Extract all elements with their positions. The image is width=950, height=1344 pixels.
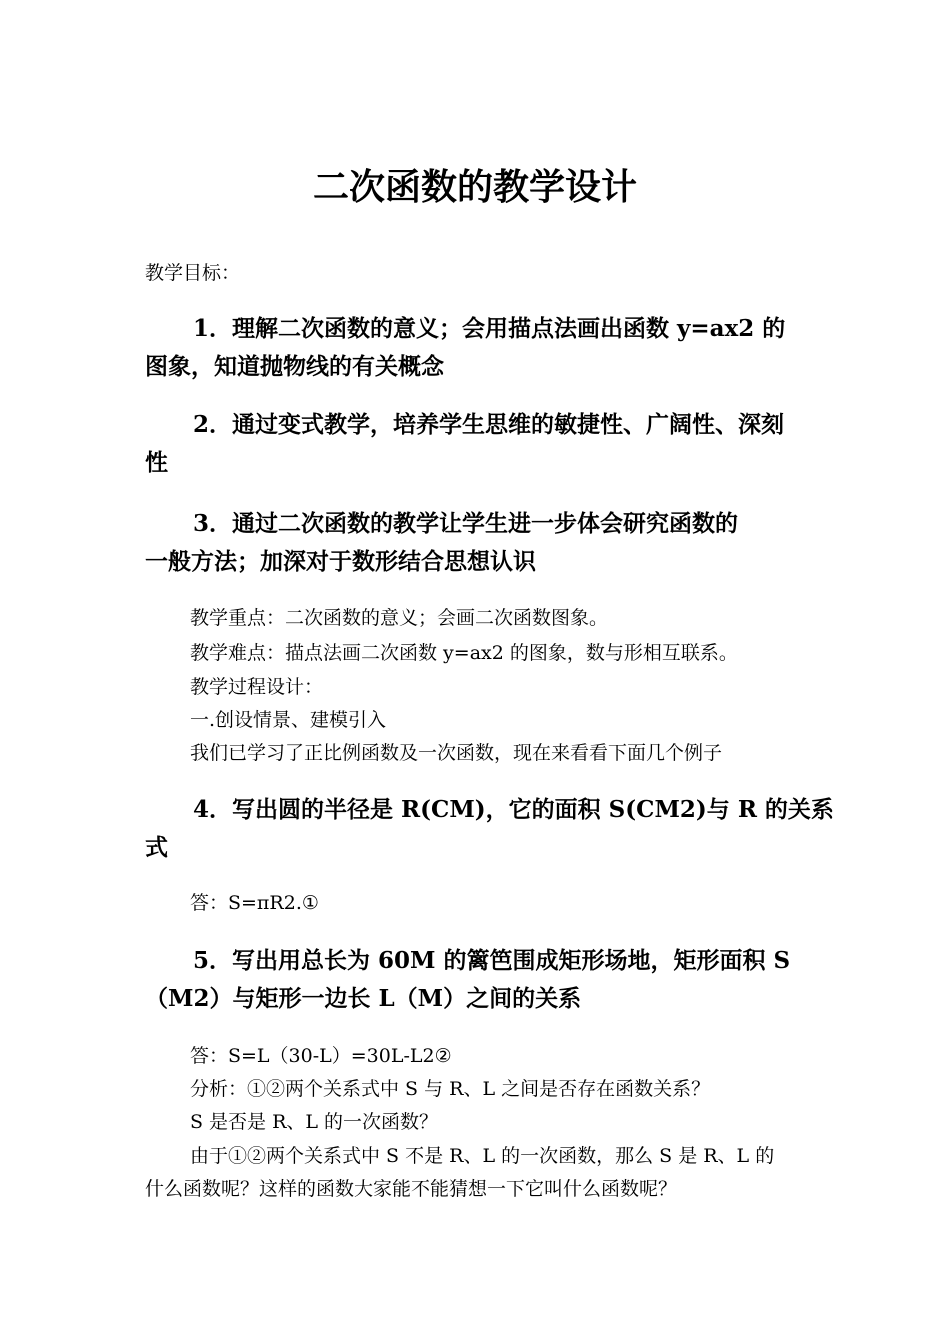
analysis-text: 分析：①②两个关系式中 S 与 R、L 之间是否存在函数关系？ [190,1078,711,1100]
question-4-line2: 式 [145,834,168,861]
process-label: 教学过程设计： [190,676,324,698]
question-4-line1: 4．写出圆的半径是 R(CM)，它的面积 S(CM2)与 R 的关系 [193,796,834,823]
objectives-label: 教学目标： [145,262,241,284]
objective-3-line1: 3．通过二次函数的教学让学生进一步体会研究函数的 [193,510,739,537]
objective-3-line2: 一般方法；加深对于数形结合思想认识 [145,548,536,575]
section-1-heading: 一.创设情景、建模引入 [190,709,387,731]
key-point: 教学重点：二次函数的意义；会画二次函数图象。 [190,607,609,629]
question-5-line2: （M2）与矩形一边长 L（M）之间的关系 [145,985,582,1012]
objective-2-line1: 2．通过变式教学，培养学生思维的敏捷性、广阔性、深刻 [193,411,785,438]
answer-5: 答：S=L（30-L）=30L-L2② [190,1045,452,1067]
answer-4: 答：S=πR2.① [190,892,319,914]
question-5-line1: 5．写出用总长为 60M 的篱笆围成矩形场地，矩形面积 S [193,947,791,974]
analysis-question: S 是否是 R、L 的一次函数？ [190,1111,439,1133]
page-title: 二次函数的教学设计 [312,166,637,208]
difficulty: 教学难点：描点法画二次函数 y=ax2 的图象，数与形相互联系。 [190,642,738,664]
intro-text: 我们已学习了正比例函数及一次函数，现在来看看下面几个例子 [190,742,723,764]
objective-2-line2: 性 [145,449,168,476]
objective-1-line1: 1．理解二次函数的意义；会用描点法画出函数 y=ax2 的 [193,315,786,342]
paragraph-line1: 由于①②两个关系式中 S 不是 R、L 的一次函数，那么 S 是 R、L 的 [190,1145,775,1167]
objective-1-line2: 图象，知道抛物线的有关概念 [145,353,444,380]
paragraph-line2: 什么函数呢？这样的函数大家能不能猜想一下它叫什么函数呢？ [145,1178,678,1200]
